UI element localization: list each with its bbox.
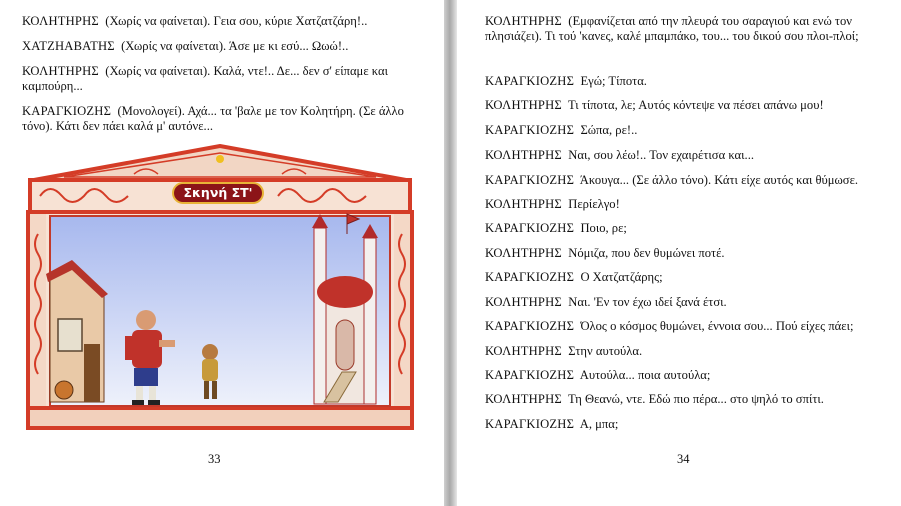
speaker-name: ΚΑΡΑΓΚΙΟΖΗΣ (485, 368, 575, 382)
dialogue-text: Σώπα, ρε!.. (580, 123, 638, 137)
left-page (0, 0, 444, 506)
speaker-name: ΚΟΛΗΤΗΡΗΣ (485, 197, 562, 211)
speaker-name: ΚΑΡΑΓΚΙΟΖΗΣ (485, 319, 575, 333)
dialogue-text: (Εμφανίζεται από την πλευρά του σαραγιού και ενώ τον πλησιάζει). Τι τού 'κανες, καλέ μπαμπάκο, του... του δικού σου πλοι-πλοί; (485, 14, 859, 43)
dialogue-text: Άκουγα... (Σε άλλο τόνο). Κάτι είχε αυτός και θύμωσε. (579, 173, 859, 187)
dialogue-line (22, 64, 422, 94)
pediment-ornament-icon (216, 155, 224, 163)
speaker-name: ΚΑΡΑΓΚΙΟΖΗΣ (485, 221, 575, 235)
dialogue-text: Εγώ; Τίποτα. (580, 74, 647, 88)
speaker-name: ΚΟΛΗΤΗΡΗΣ (22, 64, 99, 78)
dialogue-line (485, 344, 642, 359)
dialogue-text: (Χωρίς να φαίνεται). Γεια σου, κύριε Χατζατζάρη!.. (105, 14, 368, 28)
dialogue-line (485, 221, 627, 236)
dialogue-line (485, 295, 727, 310)
speaker-name: ΚΑΡΑΓΚΙΟΖΗΣ (485, 173, 575, 187)
dialogue-text: Όλος ο κόσμος θυμώνει, έννοια σου... Πού είχες πάει; (580, 319, 854, 333)
speaker-name: ΚΑΡΑΓΚΙΟΖΗΣ (485, 123, 575, 137)
speaker-name: ΚΟΛΗΤΗΡΗΣ (485, 148, 562, 162)
dialogue-line (485, 123, 637, 138)
speaker-name: ΚΑΡΑΓΚΙΟΖΗΣ (485, 417, 575, 431)
book-gutter (444, 0, 457, 506)
dialogue-text: (Μονολογεί). Αχά... τα 'βαλε με τον Κολητήρη. (Σε άλλο τόνο). Κάτι δεν πάει καλά μ' αυτόνε... (22, 104, 404, 133)
speaker-name: ΚΟΛΗΤΗΡΗΣ (485, 295, 562, 309)
dialogue-text: Ναι, σου λέω!.. Τον εχαιρέτισα και... (568, 148, 754, 162)
dialogue-line (485, 368, 710, 383)
speaker-name: ΚΑΡΑΓΚΙΟΖΗΣ (485, 74, 575, 88)
speaker-name: ΚΟΛΗΤΗΡΗΣ (485, 392, 562, 406)
dialogue-line (485, 173, 858, 188)
stage-title-plate: Σκηνή ΣΤ' (172, 182, 264, 204)
dialogue-line (485, 74, 647, 89)
dialogue-line (22, 104, 422, 134)
dialogue-text: Ο Χατζατζάρης; (580, 270, 663, 284)
dialogue-text: Περίελγο! (568, 197, 620, 211)
dialogue-text: (Χωρίς να φαίνεται). Άσε με κι εσύ... Ωωώ!.. (121, 39, 349, 53)
right-page (457, 0, 901, 506)
dialogue-text: (Χωρίς να φαίνεται). Καλά, ντε!.. Δε... δεν σ' είπαμε και καμπούρη... (22, 64, 388, 93)
stage-plinth (28, 408, 412, 428)
dialogue-text: Τη Θεανώ, ντε. Εδώ πιο πέρα... στο ψηλό το σπίτι. (568, 392, 824, 406)
dialogue-text: Στην αυτούλα. (568, 344, 643, 358)
speaker-name: ΚΟΛΗΤΗΡΗΣ (485, 14, 562, 28)
dialogue-line (485, 98, 824, 113)
dialogue-line (485, 270, 663, 285)
dialogue-line (485, 319, 853, 334)
shadow-theatre-illustration (24, 144, 416, 434)
speaker-name: ΚΑΡΑΓΚΙΟΖΗΣ (485, 270, 575, 284)
speaker-name: ΚΟΛΗΤΗΡΗΣ (22, 14, 99, 28)
speaker-name: ΧΑΤΖΗΑΒΑΤΗΣ (22, 39, 115, 53)
speaker-name: ΚΟΛΗΤΗΡΗΣ (485, 344, 562, 358)
dialogue-line (22, 14, 367, 29)
dialogue-text: Ναι. 'Εν τον έχω ιδεί ξανά έτσι. (568, 295, 727, 309)
speaker-name: ΚΟΛΗΤΗΡΗΣ (485, 246, 562, 260)
dialogue-line (485, 417, 618, 432)
dialogue-text: Ποιο, ρε; (580, 221, 627, 235)
dialogue-text: Τι τίποτα, λε; Αυτός κόντεψε να πέσει απάνω μου! (568, 98, 824, 112)
dialogue-line (485, 197, 620, 212)
page-number: 34 (677, 452, 690, 466)
dialogue-line (485, 246, 725, 261)
page-number: 33 (208, 452, 221, 466)
dialogue-line (485, 392, 824, 407)
speaker-name: ΚΟΛΗΤΗΡΗΣ (485, 98, 562, 112)
dialogue-line (485, 148, 754, 163)
dialogue-line (22, 39, 348, 54)
dialogue-text: Νόμιζα, που δεν θυμώνει ποτέ. (568, 246, 725, 260)
dialogue-text: Α, μπα; (579, 417, 619, 431)
dialogue-text: Αυτούλα... ποια αυτούλα; (579, 368, 711, 382)
dialogue-line (485, 14, 895, 44)
speaker-name: ΚΑΡΑΓΚΙΟΖΗΣ (22, 104, 112, 118)
